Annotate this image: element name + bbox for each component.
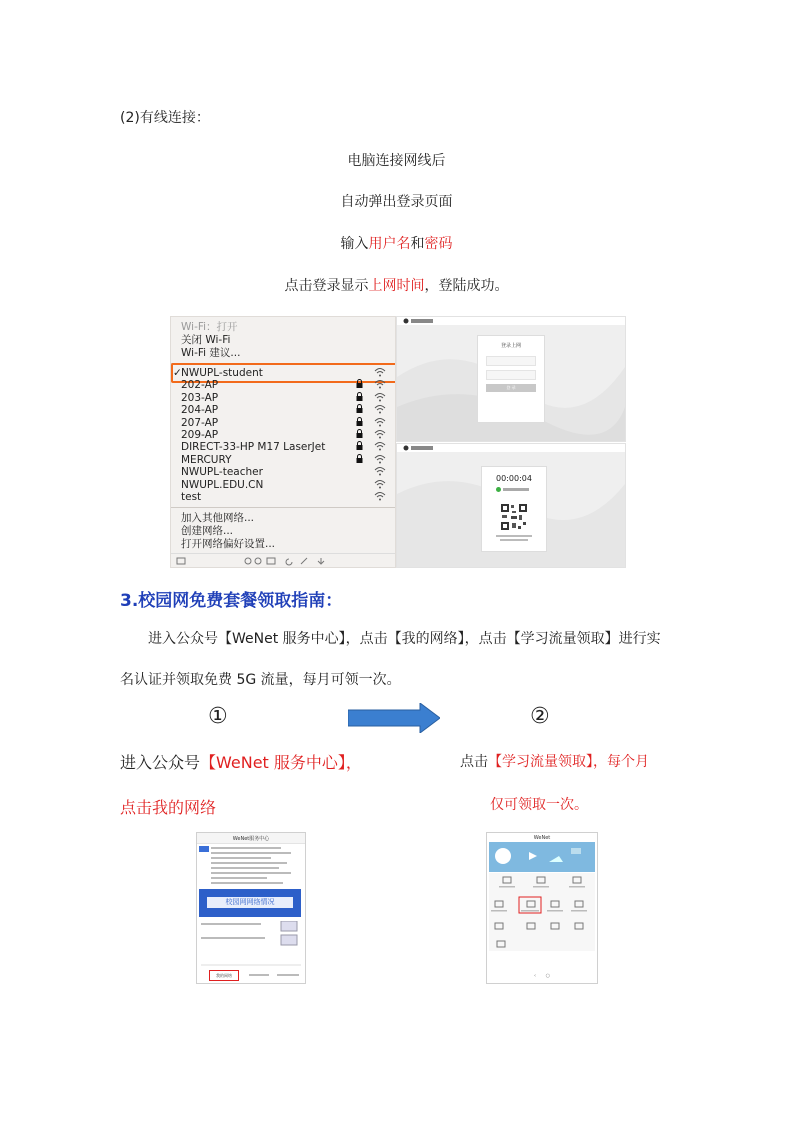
lock-icon — [356, 454, 363, 466]
lock-icon — [356, 429, 363, 441]
wifi-menu-screenshot — [170, 316, 396, 568]
password-input[interactable] — [486, 370, 536, 380]
lock-icon — [356, 379, 363, 391]
step-2-line-1 — [460, 752, 649, 772]
phone-2-menu-grid — [489, 873, 595, 951]
network-prefs-item[interactable]: 打开网络偏好设置... — [181, 538, 276, 550]
login-button[interactable]: 登 录 — [486, 384, 536, 392]
wifi-network-item[interactable] — [173, 392, 218, 404]
time-card — [481, 466, 547, 552]
phone-2-nav-bar — [487, 973, 597, 979]
wired-line-3-prefix: 输入 — [340, 236, 369, 252]
wired-line-2: 自动弹出登录页面 — [340, 194, 453, 210]
wifi-divider — [171, 507, 395, 508]
step-2-prefix: 点击 — [460, 754, 488, 770]
my-network-screenshot — [486, 832, 598, 984]
step-2-monthly: 每个月 — [607, 754, 649, 770]
lock-icon — [356, 392, 363, 404]
checkmark-icon: ✓ — [173, 367, 182, 379]
online-status-text — [503, 488, 529, 491]
wifi-network-name: NWUPL-teacher — [181, 466, 263, 479]
wifi-signal-icon — [374, 466, 386, 479]
step-1-prefix: 进入公众号 — [120, 753, 201, 772]
phone-1-title: WeNet服务中心 — [232, 836, 270, 842]
wifi-network-item[interactable] — [173, 404, 218, 416]
phone-1-avatar — [199, 846, 209, 852]
online-time-screenshot — [396, 443, 626, 568]
wifi-network-name: 203-AP — [181, 391, 219, 404]
wifi-signal-icon — [374, 429, 386, 442]
qr-caption — [496, 535, 532, 537]
step-1-line-2: 点击我的网络 — [120, 798, 217, 817]
online-status-dot — [496, 487, 501, 492]
step-2-number: ② — [530, 704, 550, 729]
wifi-signal-icon — [374, 379, 386, 392]
wired-line-4 — [0, 276, 793, 296]
phone-2-header-banner — [489, 842, 595, 872]
phone-1-banner — [199, 889, 301, 917]
wifi-network-name: 202-AP — [181, 379, 219, 392]
wifi-network-item[interactable] — [173, 454, 232, 466]
step-2-line-2: 仅可领取一次。 — [490, 797, 588, 813]
login-page-screenshot — [396, 316, 626, 442]
wifi-network-name: 209-AP — [181, 429, 219, 441]
wifi-signal-icon — [374, 441, 386, 454]
username-input[interactable] — [486, 356, 536, 366]
wifi-signal-icon — [374, 392, 386, 405]
wifi-toolbar-divider — [171, 553, 395, 554]
my-network-tab[interactable]: 我的网络 — [209, 970, 239, 981]
step-2-menu-name: 【学习流量领取】， — [488, 754, 607, 770]
wifi-signal-icon — [374, 404, 386, 417]
wired-line-3 — [0, 234, 793, 254]
wifi-network-name: DIRECT-33-HP M17 LaserJet — [181, 441, 326, 454]
phone-1-tab[interactable] — [277, 974, 299, 976]
section-3-para-line-2: 名认证并领取免费 5G 流量，每月可领一次。 — [120, 672, 401, 688]
right-arrow-icon — [348, 703, 440, 733]
lock-icon — [356, 417, 363, 429]
lock-icon — [356, 404, 363, 416]
create-network-item[interactable]: 创建网络... — [181, 525, 234, 537]
login-card — [477, 335, 545, 423]
wifi-signal-icon — [374, 367, 386, 380]
wired-heading: (2)有线连接： — [120, 110, 210, 126]
wired-line-3-and: 和 — [410, 236, 425, 252]
wired-password-label: 密码 — [424, 236, 453, 252]
wifi-signal-icon — [374, 491, 386, 504]
screenshot-toolbar — [171, 555, 395, 567]
wifi-status: Wi-Fi：打开 — [181, 321, 238, 333]
qr-caption — [500, 539, 528, 541]
step-1-number: ① — [208, 704, 228, 729]
wechat-account-screenshot — [196, 832, 306, 984]
wifi-network-name: NWUPL.EDU.CN — [181, 478, 264, 491]
wifi-network-item[interactable] — [173, 417, 218, 429]
wifi-network-item[interactable] — [173, 429, 218, 441]
wifi-network-item[interactable] — [173, 479, 263, 491]
qr-code — [500, 503, 528, 531]
wifi-network-name: NWUPL-student — [181, 367, 263, 379]
section-3-heading: 3.校园网免费套餐领取指南： — [120, 591, 343, 611]
wired-line-4-prefix: 点击登录显示 — [284, 278, 369, 294]
wired-online-time-label: 上网时间 — [368, 278, 425, 294]
wifi-network-item[interactable] — [173, 379, 218, 391]
wifi-network-item[interactable] — [173, 367, 263, 379]
phone-1-message-text — [211, 847, 295, 887]
login-title: 登录上网 — [500, 343, 521, 349]
wifi-network-name: 207-AP — [181, 416, 219, 429]
step-1-account-name: 【WeNet 服务中心】， — [200, 753, 362, 772]
wifi-network-item[interactable] — [173, 491, 201, 503]
wifi-network-item[interactable] — [173, 441, 325, 453]
online-timer: 00:00:04 — [496, 474, 532, 483]
wifi-network-name: test — [181, 491, 202, 503]
wifi-suggest-item[interactable]: Wi-Fi 建议... — [181, 347, 241, 359]
join-other-network-item[interactable]: 加入其他网络... — [181, 512, 255, 524]
section-3-para-line-1: 进入公众号【WeNet 服务中心】，点击【我的网络】，点击【学习流量领取】进行实 — [148, 631, 661, 647]
wired-username-label: 用户名 — [368, 236, 411, 252]
wired-line-1: 电脑连接网线后 — [347, 153, 446, 169]
wifi-off-item[interactable]: 关闭 Wi-Fi — [181, 334, 231, 346]
wired-line-4-suffix: ，登陆成功。 — [424, 278, 509, 294]
wifi-network-name: 204-AP — [181, 404, 219, 417]
lock-icon — [356, 441, 363, 453]
wifi-signal-icon — [374, 479, 386, 492]
wifi-signal-icon — [374, 417, 386, 430]
phone-1-tab[interactable] — [249, 974, 269, 976]
phone-2-title: WeNet — [533, 835, 551, 841]
phone-1-banner-title: 校园网网络情况 — [207, 897, 293, 908]
wifi-network-item[interactable] — [173, 466, 263, 478]
wifi-signal-icon — [374, 454, 386, 467]
back-icon[interactable]: ‹ — [534, 973, 537, 979]
home-icon[interactable]: ○ — [545, 973, 550, 979]
step-1-line-1 — [120, 750, 362, 773]
wifi-network-name: MERCURY — [181, 453, 232, 466]
